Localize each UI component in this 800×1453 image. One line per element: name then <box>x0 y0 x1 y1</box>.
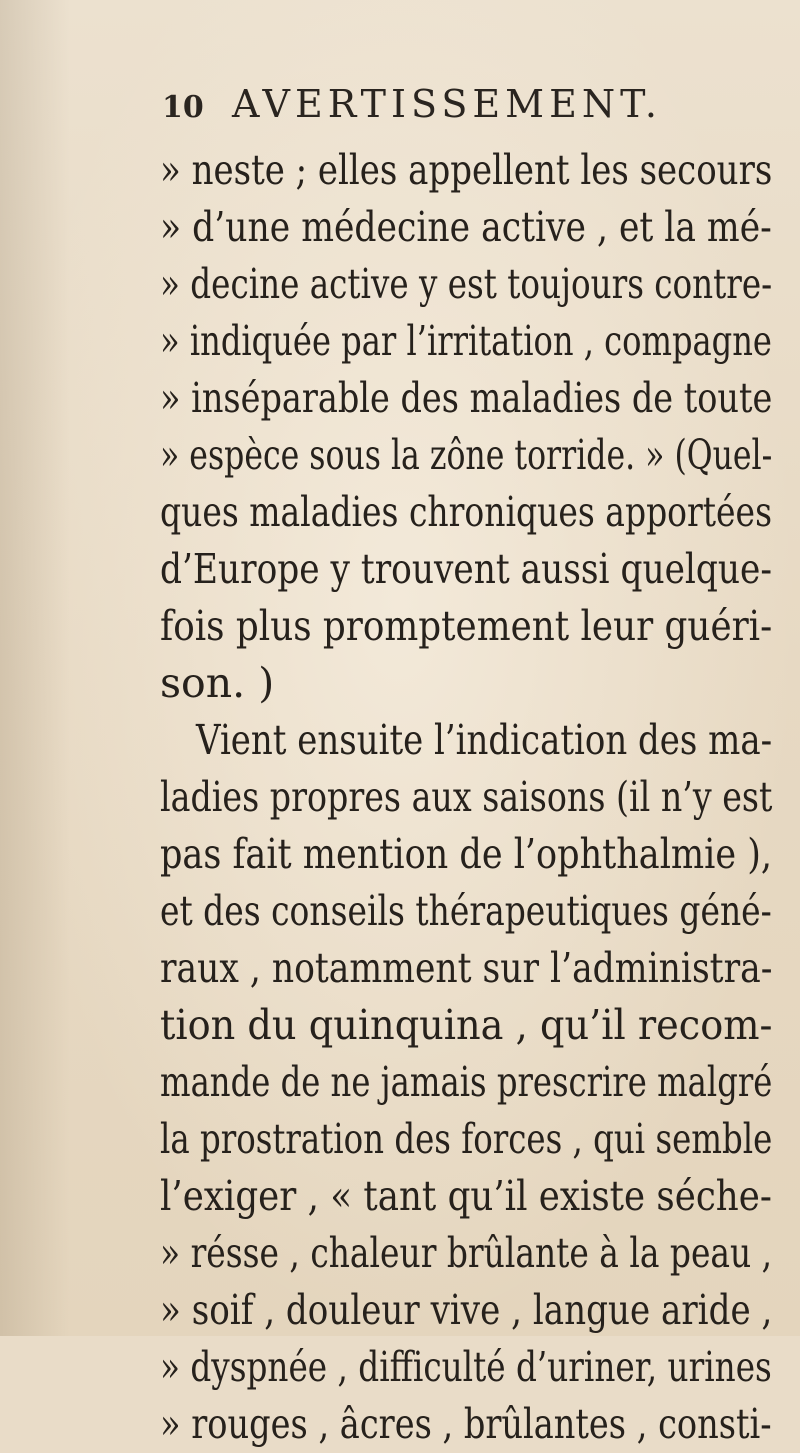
text-line: d’Europe y trouvent aussi quelque- <box>160 545 773 593</box>
text-line: » rouges , âcres , brûlantes , consti- <box>160 1400 772 1448</box>
text-line: » decine active y est toujours contre- <box>160 260 773 308</box>
page-number: 10 <box>162 90 204 125</box>
text-line: » espèce sous la zône torride. » (Quel- <box>160 431 773 479</box>
text-line: mande de ne jamais prescrire malgré <box>160 1058 773 1106</box>
text-line: son. ) <box>160 659 275 707</box>
text-line: la prostration des forces , qui semble <box>160 1115 773 1163</box>
text-line: pas fait mention de l’ophthalmie ), <box>160 830 773 878</box>
text-line: » indiquée par l’irritation , compagne <box>160 317 772 365</box>
page-header <box>162 80 762 130</box>
running-title: AVERTISSEMENT. <box>232 82 662 126</box>
text-line: » résse , chaleur brûlante à la peau , <box>160 1229 773 1277</box>
text-line: fois plus promptement leur guéri- <box>160 602 773 650</box>
text-line: l’exiger , « tant qu’il existe séche- <box>160 1172 772 1220</box>
text-line: ques maladies chroniques apportées <box>160 488 772 536</box>
text-line: et des conseils thérapeutiques géné- <box>160 887 772 935</box>
page-edge-shadow <box>0 0 70 1336</box>
text-line: » inséparable des maladies de toute <box>160 374 773 422</box>
text-line: tion du quinquina , qu’il recom- <box>160 1001 773 1049</box>
text-line: » neste ; elles appellent les secours <box>160 146 773 194</box>
text-line: ladies propres aux saisons (il n’y est <box>160 773 773 821</box>
text-line: » soif , douleur vive , langue aride , <box>160 1286 773 1334</box>
text-line: » d’une médecine active , et la mé- <box>160 203 772 251</box>
text-line: » dyspnée , difficulté d’uriner, urines <box>160 1343 772 1391</box>
text-line: Vient ensuite l’indication des ma- <box>196 716 773 764</box>
text-line: raux , notamment sur l’administra- <box>160 944 773 992</box>
